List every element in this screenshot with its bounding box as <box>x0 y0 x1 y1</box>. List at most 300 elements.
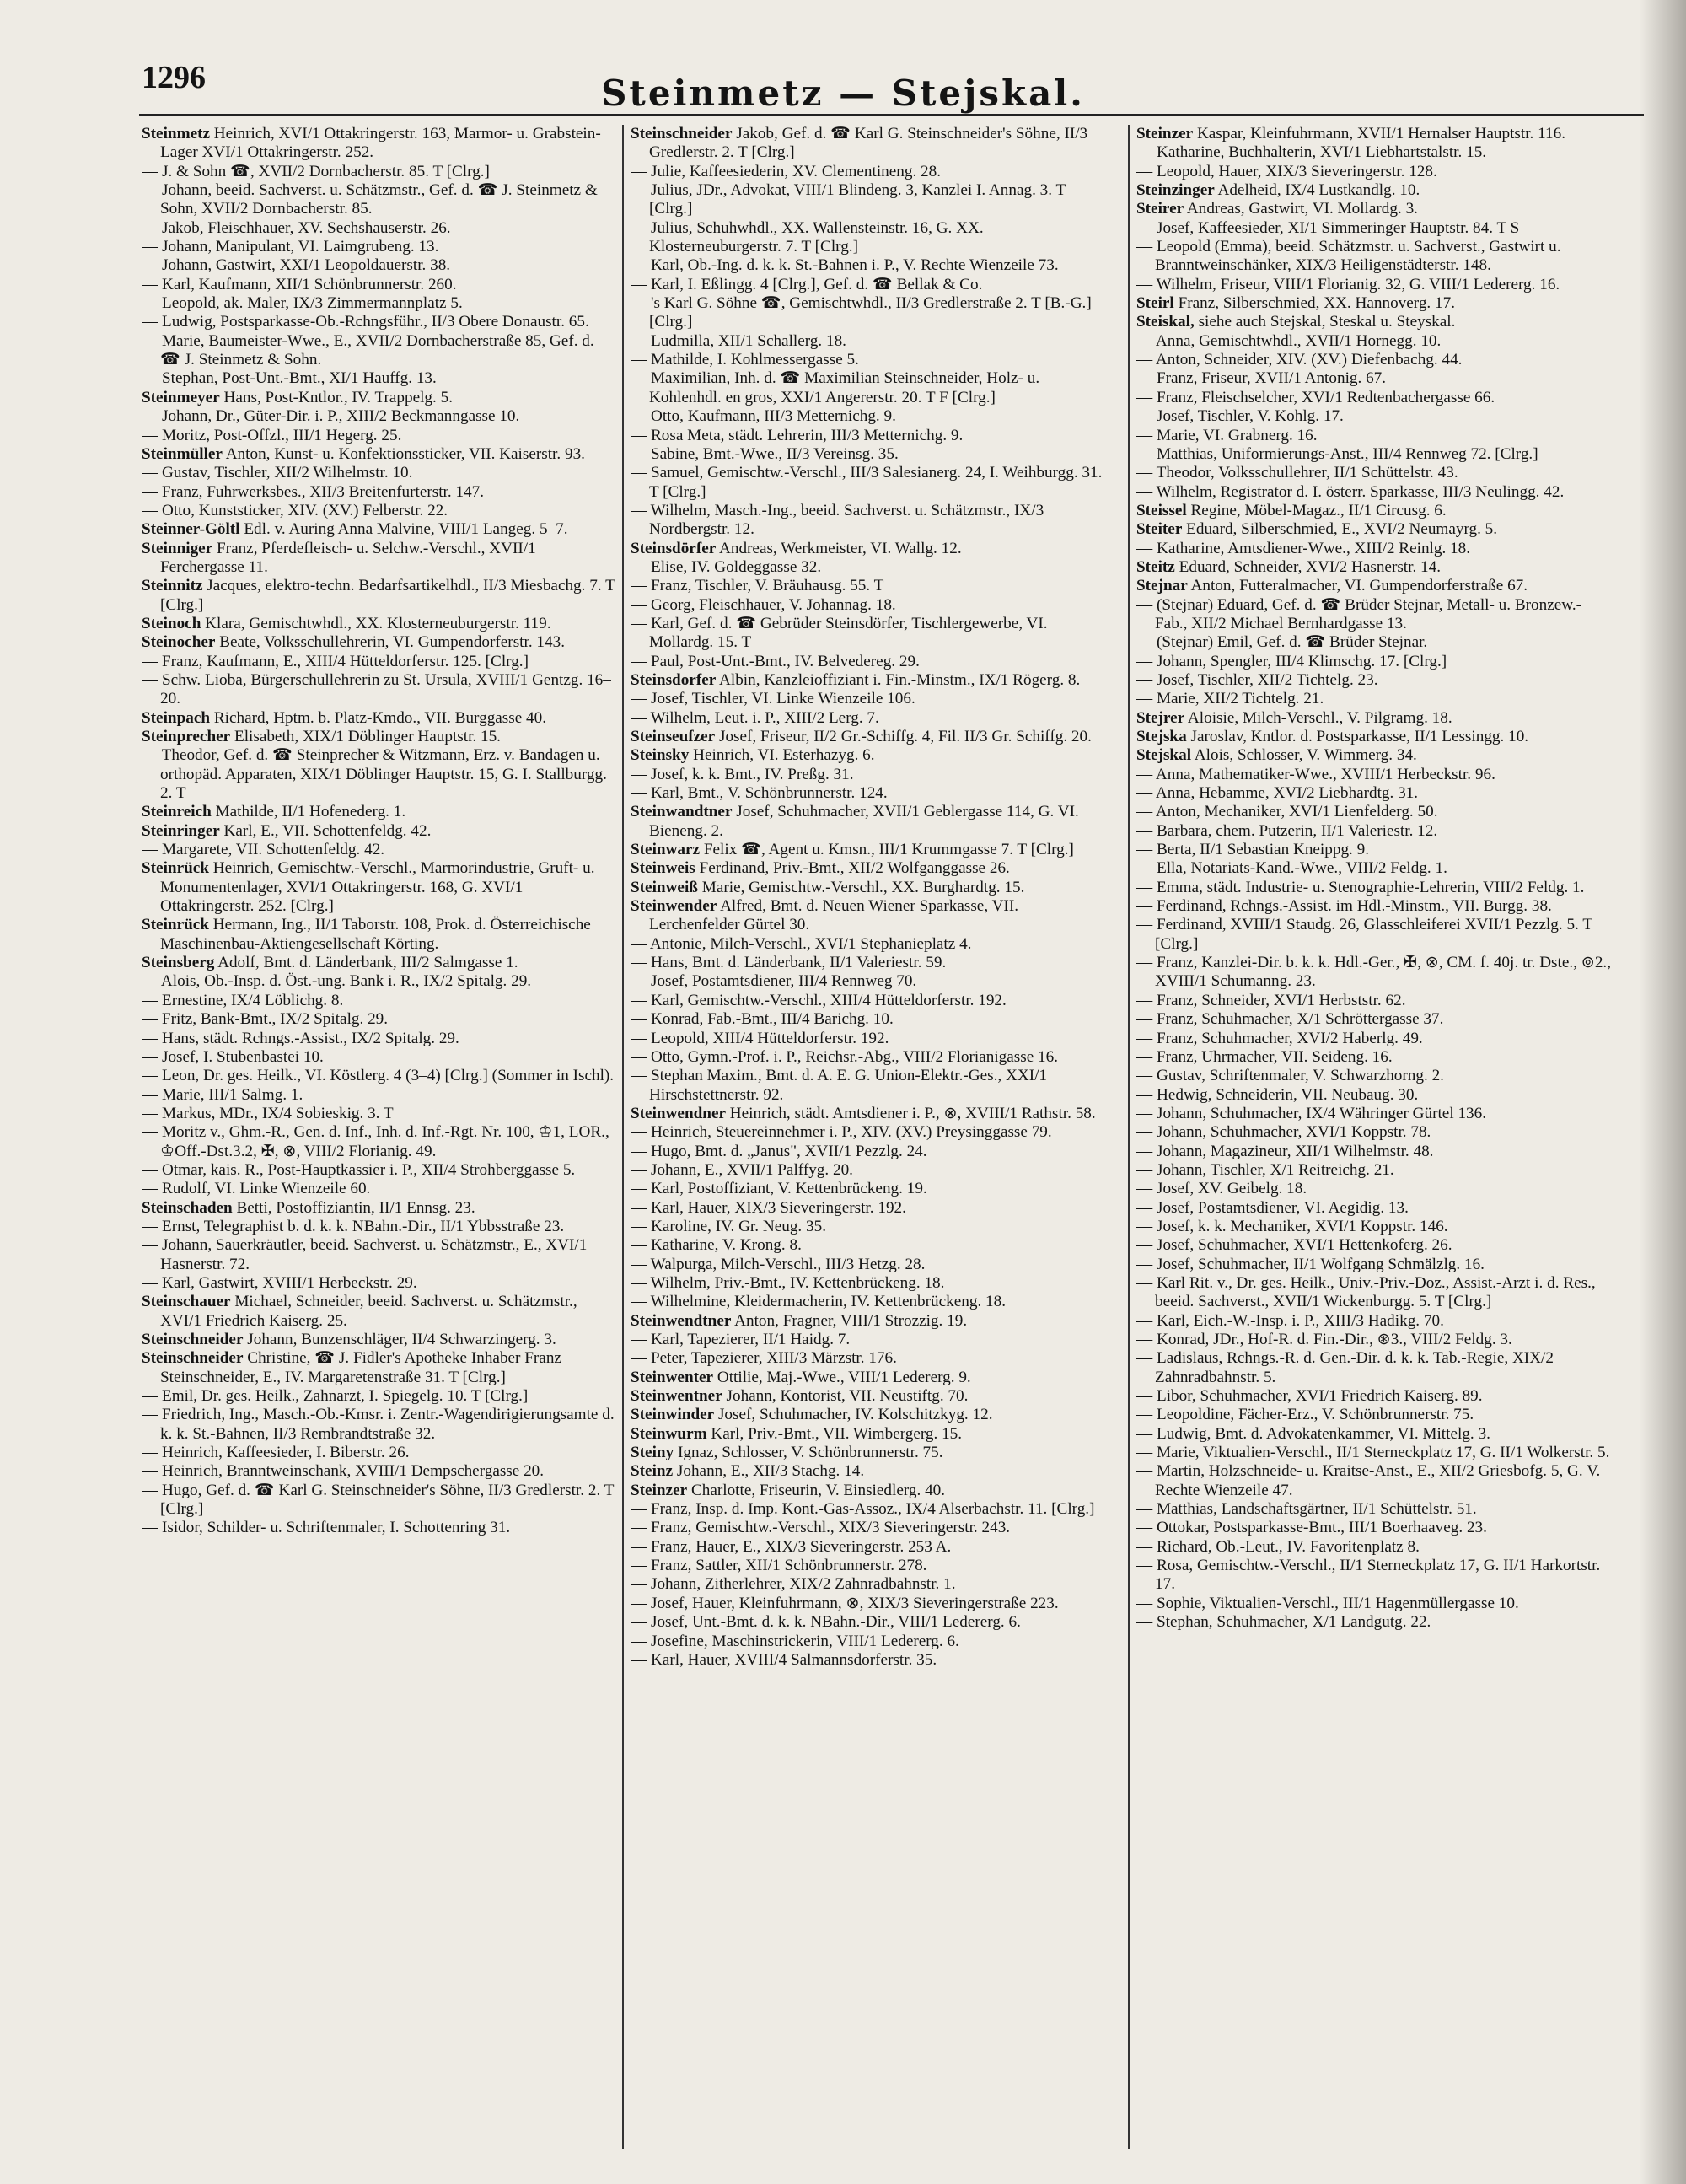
directory-entry <box>631 897 1107 935</box>
entry-text: — Ferdinand, XVIII/1 Staudg. 26, Glasschleiferei XVII/1 Pezzlg. 5. T [Clrg.] <box>1136 916 1592 953</box>
directory-entry <box>1136 577 1613 595</box>
directory-entry <box>1136 954 1613 992</box>
entry-text: — Martin, Holzschneide- u. Kraitse-Anst., E., XII/2 Griesbofg. 5, G. V. Rechte Wienzeile 47. <box>1136 1462 1601 1499</box>
directory-entry <box>631 709 1107 728</box>
directory-entry <box>631 407 1107 426</box>
entry-text: — Franz, Fuhrwerksbes., XII/3 Breitenfurterstr. 147. <box>142 482 485 501</box>
directory-entry <box>1136 1105 1613 1123</box>
entry-text: — Josef, Tischler, V. Kohlg. 17. <box>1136 407 1344 426</box>
directory-entry <box>1136 1048 1613 1067</box>
entry-text: — Wilhelm, Friseur, VIII/1 Florianig. 32, G. VIII/1 Ledererg. 16. <box>1136 275 1560 293</box>
directory-entry <box>631 1462 1107 1481</box>
directory-entry <box>142 1236 618 1274</box>
entry-text: — Moritz, Post-Offzl., III/1 Hegerg. 25. <box>142 426 402 444</box>
directory-entry <box>631 540 1107 558</box>
entry-surname: Steinzer <box>631 1481 688 1499</box>
directory-entry <box>1136 653 1613 671</box>
entry-text: — Johann, Manipulant, VI. Laimgrubeng. 13. <box>142 238 439 256</box>
directory-entry <box>1136 540 1613 558</box>
directory-entry <box>1136 1500 1613 1519</box>
directory-entry <box>631 219 1107 257</box>
entry-text: — Heinrich, Kaffeesieder, I. Biberstr. 26. <box>142 1444 410 1462</box>
directory-entry <box>142 916 618 954</box>
entry-text: — Anton, Schneider, XIV. (XV.) Diefenbachg. 44. <box>1136 351 1463 369</box>
entry-text: — Katharine, Amtsdiener-Wwe., XIII/2 Reinlg. 18. <box>1136 539 1471 557</box>
entry-text: — Stephan Maxim., Bmt. d. A. E. G. Union-Elektr.-Ges., XXI/1 Hirschstettnerstr. 92. <box>631 1067 1048 1104</box>
directory-entry <box>1136 558 1613 577</box>
entry-text: — Walpurga, Milch-Verschl., III/3 Hetzg. 28. <box>631 1255 926 1273</box>
entry-text: — Franz, Gemischtw.-Verschl., XIX/3 Sieveringerstr. 243. <box>631 1519 1011 1537</box>
directory-entry <box>1136 1425 1613 1444</box>
entry-text: — Josef, Postamtsdiener, VI. Aegidig. 13. <box>1136 1198 1409 1217</box>
entry-text: — Leopold (Emma), beeid. Schätzmstr. u. Sachverst., Gastwirt u. Branntweinschänker, XIX/3 Heiligenstädterstr. 148. <box>1136 238 1561 275</box>
entry-text: — Leopold, XIII/4 Hütteldorferstr. 192. <box>631 1029 889 1047</box>
entry-text: Ferdinand, Priv.-Bmt., XII/2 Wolfganggasse 26. <box>699 859 1010 878</box>
entry-text: — Franz, Schuhmacher, XVI/2 Haberlg. 49. <box>1136 1029 1423 1047</box>
directory-entry <box>631 1406 1107 1424</box>
entry-surname: Steinwandtner <box>631 803 733 821</box>
directory-entry <box>142 238 618 256</box>
directory-entry <box>1136 1161 1613 1180</box>
entry-text: — Wilhelm, Registrator d. I. österr. Sparkasse, III/3 Neulingg. 42. <box>1136 482 1565 501</box>
entry-text: — Franz, Schuhmacher, X/1 Schröttergasse 37. <box>1136 1010 1444 1029</box>
entry-text: — Franz, Hauer, E., XIX/3 Sieveringerstr. 253 A. <box>631 1537 952 1556</box>
entry-text: — Josef, k. k. Bmt., IV. Preßg. 31. <box>631 765 854 783</box>
directory-entry <box>631 690 1107 708</box>
directory-entry <box>142 1293 618 1331</box>
directory-entry <box>1136 766 1613 784</box>
directory-entry <box>142 728 618 746</box>
entry-text: Ottilie, Maj.-Wwe., VIII/1 Ledererg. 9. <box>717 1368 971 1386</box>
entry-text: — Franz, Insp. d. Imp. Kont.-Gas-Assoz., IX/4 Alserbachstr. 11. [Clrg.] <box>631 1500 1095 1519</box>
entry-text: — Julius, JDr., Advokat, VIII/1 Blindeng. 3, Kanzlei I. Annag. 3. T [Clrg.] <box>631 181 1066 218</box>
entry-text: — Wilhelmine, Kleidermacherin, IV. Kettenbrückeng. 18. <box>631 1293 1007 1311</box>
entry-text: — Franz, Kaufmann, E., XIII/4 Hütteldorferstr. 125. [Clrg.] <box>142 652 529 670</box>
directory-entry <box>1136 1406 1613 1424</box>
directory-entry <box>631 1387 1107 1406</box>
entry-text: — Sophie, Viktualien-Verschl., III/1 Hagenmüllergasse 10. <box>1136 1594 1519 1612</box>
directory-entry <box>631 992 1107 1010</box>
entry-text: — Franz, Kanzlei-Dir. b. k. k. Hdl.-Ger., ✠, ⊗, CM. f. 40j. tr. Dste., ⊚2., XVIII/1 Schumanng. 23. <box>1136 954 1612 991</box>
entry-text: — Josefine, Maschinstrickerin, VIII/1 Ledererg. 6. <box>631 1632 959 1650</box>
entry-text: — Hugo, Bmt. d. „Janus", XVII/1 Pezzlg. 24. <box>631 1142 927 1160</box>
entry-text: — Heinrich, Steuereinnehmer i. P., XIV. (XV.) Preysinggasse 79. <box>631 1123 1052 1142</box>
directory-entry <box>1136 992 1613 1010</box>
entry-text: — Leon, Dr. ges. Heilk., VI. Köstlerg. 4 (3–4) [Clrg.] (Sommer in Ischl). <box>142 1067 615 1085</box>
entry-surname: Steinseufzer <box>631 728 716 745</box>
entry-text: Heinrich, städt. Amtsdiener i. P., ⊗, XVIII/1 Rathstr. 58. <box>729 1104 1096 1122</box>
directory-entry <box>1136 332 1613 351</box>
directory-entry <box>631 256 1107 275</box>
entry-text: — Josef, Tischler, VI. Linke Wienzeile 106. <box>631 690 915 708</box>
entry-surname: Steirl <box>1136 294 1174 313</box>
entry-text: — Otto, Gymn.-Prof. i. P., Reichsr.-Abg., VIII/2 Florianigasse 16. <box>631 1047 1059 1066</box>
entry-text: — Ferdinand, Rchngs.-Assist. im Hdl.-Minstm., VII. Burgg. 38. <box>1136 897 1552 916</box>
entry-text: — Sabine, Bmt.-Wwe., II/3 Vereinsg. 35. <box>631 444 899 463</box>
directory-entry <box>1136 1349 1613 1387</box>
entry-surname: Steiny <box>631 1444 674 1462</box>
directory-entry <box>142 1406 618 1444</box>
directory-entry <box>631 427 1107 445</box>
entry-text: — Heinrich, Branntweinschank, XVIII/1 Dempschergasse 20. <box>142 1462 545 1481</box>
directory-entry <box>142 369 618 388</box>
directory-entry <box>631 1067 1107 1105</box>
entry-text: — Franz, Friseur, XVII/1 Antonig. 67. <box>1136 369 1387 388</box>
directory-entry <box>1136 1519 1613 1537</box>
entry-text: — Franz, Tischler, V. Bräuhausg. 55. T <box>631 577 884 595</box>
directory-entry <box>142 181 618 219</box>
entry-surname: Steinwentner <box>631 1387 722 1406</box>
entry-text: Eduard, Schneider, XVI/2 Hasnerstr. 14. <box>1179 557 1442 576</box>
entry-text: Anton, Fragner, VIII/1 Strozzig. 19. <box>734 1311 968 1330</box>
entry-text: — Margarete, VII. Schottenfeldg. 42. <box>142 841 385 859</box>
entry-text: Johann, Kontorist, VII. Neustiftg. 70. <box>726 1387 969 1406</box>
entry-text: Mathilde, II/1 Hofenederg. 1. <box>215 803 406 821</box>
directory-entry <box>631 653 1107 671</box>
column-divider <box>622 125 624 2149</box>
entry-surname: Steinner-Göltl <box>142 520 240 539</box>
directory-entry <box>1136 1143 1613 1161</box>
entry-surname: Stejnar <box>1136 577 1188 595</box>
entry-text: — Josef, Hauer, Kleinfuhrmann, ⊗, XIX/3 Sieveringerstraße 223. <box>631 1594 1059 1612</box>
entry-text: — Maximilian, Inh. d. ☎ Maximilian Steinschneider, Holz- u. Kohlenhdl. en gros, XXI/1 Angererstr. 20. T F [Clrg.] <box>631 369 1040 406</box>
entry-text: — Emma, städt. Industrie- u. Stenographie-Lehrerin, VIII/2 Feldg. 1. <box>1136 878 1585 896</box>
directory-entry <box>631 1538 1107 1557</box>
entry-text: Kaspar, Kleinfuhrmann, XVII/1 Hernalser Hauptstr. 116. <box>1196 125 1565 143</box>
entry-text: Jaroslav, Kntlor. d. Postsparkasse, II/1 Lessingg. 10. <box>1190 728 1529 745</box>
directory-entry <box>1136 464 1613 482</box>
entry-text: — Josef, Tischler, XII/2 Tichtelg. 23. <box>1136 670 1378 689</box>
entry-text: Regine, Möbel-Magaz., II/1 Circusg. 6. <box>1190 501 1447 519</box>
directory-entry <box>142 992 618 1010</box>
entry-text: — Karl, Ob.-Ing. d. k. k. St.-Bahnen i. P., V. Rechte Wienzeile 73. <box>631 256 1059 275</box>
directory-entry <box>1136 389 1613 407</box>
entry-text: — Johann, E., XVII/1 Palffyg. 20. <box>631 1160 853 1179</box>
entry-surname: Steirer <box>1136 200 1184 218</box>
directory-entry <box>631 671 1107 690</box>
directory-entry <box>142 540 618 578</box>
directory-entry <box>631 294 1107 332</box>
entry-text: Josef, Schuhmacher, IV. Kolschitzkyg. 12. <box>717 1406 993 1424</box>
entry-text: — Peter, Tapezierer, XIII/3 Märzstr. 176. <box>631 1349 897 1368</box>
directory-entry <box>142 389 618 407</box>
entry-text: — Karl, Tapezierer, II/1 Haidg. 7. <box>631 1331 851 1348</box>
entry-text: — Anna, Gemischtwhdl., XVII/1 Hornegg. 10. <box>1136 331 1442 350</box>
directory-entry <box>1136 1256 1613 1274</box>
entry-text: — Josef, Schuhmacher, II/1 Wolfgang Schmälzlg. 16. <box>1136 1255 1485 1273</box>
entry-text: Marie, Gemischtw.-Verschl., XX. Burghardtg. 15. <box>701 878 1025 896</box>
entry-surname: Steiskal, <box>1136 313 1195 331</box>
entry-text: Heinrich, VI. Esterhazyg. 6. <box>693 746 875 765</box>
directory-entry <box>1136 219 1613 238</box>
entry-text: — Josef, XV. Geibelg. 18. <box>1136 1180 1307 1198</box>
entry-text: — Karl, Gemischtw.-Verschl., XIII/4 Hütteldorferstr. 192. <box>631 991 1007 1009</box>
entry-text: — Ladislaus, Rchngs.-R. d. Gen.-Dir. d. k. k. Tab.-Regie, XIX/2 Zahnradbahnstr. 5. <box>1136 1349 1554 1386</box>
directory-entry <box>1136 690 1613 708</box>
entry-surname: Steinz <box>631 1462 674 1481</box>
entry-text: — Julie, Kaffeesiederin, XV. Clementineng. 28. <box>631 162 942 180</box>
entry-text: — Hedwig, Schneiderin, VII. Neubaug. 30. <box>1136 1085 1419 1104</box>
directory-entry <box>1136 1595 1613 1613</box>
column-3 <box>1136 125 1613 2157</box>
directory-entry <box>1136 427 1613 445</box>
entry-text: — Franz, Fleischselcher, XVI/1 Redtenbachergasse 66. <box>1136 388 1495 406</box>
directory-entry <box>142 1444 618 1462</box>
entry-text: — Paul, Post-Unt.-Bmt., IV. Belvedereg. 29. <box>631 652 920 670</box>
directory-entry <box>142 1086 618 1105</box>
entry-text: Charlotte, Friseurin, V. Einsiedlerg. 40. <box>690 1481 946 1499</box>
entry-text: — Leopold, ak. Maler, IX/3 Zimmermannplatz 5. <box>142 294 463 313</box>
entry-text: Jakob, Gef. d. ☎ Karl G. Steinschneider's Söhne, II/3 Gredlerstr. 2. T [Clrg.] <box>649 125 1088 162</box>
entry-text: Josef, Schuhmacher, XVII/1 Geblergasse 114, G. VI. Bieneng. 2. <box>649 803 1079 840</box>
entry-text: — Ella, Notariats-Kand.-Wwe., VIII/2 Feldg. 1. <box>1136 859 1447 878</box>
directory-entry <box>1136 1180 1613 1198</box>
directory-entry <box>631 803 1107 841</box>
directory-entry <box>631 369 1107 407</box>
directory-entry <box>142 313 618 331</box>
directory-entry <box>631 351 1107 369</box>
entry-text: Edl. v. Auring Anna Malvine, VIII/1 Langeg. 5–7. <box>244 520 568 539</box>
directory-entry <box>142 653 618 671</box>
directory-entry <box>1136 879 1613 897</box>
entry-text: — Karl, I. Eßlingg. 4 [Clrg.], Gef. d. ☎ Bellak & Co. <box>631 275 983 293</box>
directory-entry <box>142 445 618 464</box>
directory-entry <box>631 1500 1107 1519</box>
entry-text: — Johann, Tischler, X/1 Reitreichg. 21. <box>1136 1160 1394 1179</box>
directory-entry <box>631 1482 1107 1500</box>
directory-entry <box>631 1105 1107 1123</box>
entry-surname: Steinwendner <box>631 1104 726 1122</box>
entry-text: — Isidor, Schilder- u. Schriftenmaler, I. Schottenring 31. <box>142 1519 511 1537</box>
directory-entry <box>142 1048 618 1067</box>
entry-text: — Fritz, Bank-Bmt., IX/2 Spitalg. 29. <box>142 1010 389 1029</box>
directory-entry <box>142 163 618 181</box>
directory-entry <box>142 407 618 426</box>
directory-entry <box>142 709 618 728</box>
directory-entry <box>631 181 1107 219</box>
directory-entry <box>1136 351 1613 369</box>
entry-surname: Steinschneider <box>142 1349 244 1368</box>
entry-text: — Anna, Hebamme, XVI/2 Liebhardtg. 31. <box>1136 784 1419 803</box>
entry-text: — Rosa, Gemischtw.-Verschl., II/1 Sterneckplatz 17, G. II/1 Harkortstr. 17. <box>1136 1557 1601 1594</box>
directory-entry <box>1136 483 1613 502</box>
entry-text: Richard, Hptm. b. Platz-Kmdo., VII. Burggasse 40. <box>213 708 547 727</box>
entry-text: — J. & Sohn ☎, XVII/2 Dornbacherstr. 85. T [Clrg.] <box>142 162 490 180</box>
directory-entry <box>631 577 1107 595</box>
entry-text: — Johann, Magazineur, XII/1 Wilhelmstr. 48. <box>1136 1142 1434 1160</box>
entry-text: — Ludwig, Postsparkasse-Ob.-Rchngsführ., II/3 Obere Donaustr. 65. <box>142 313 589 331</box>
entry-text: — Barbara, chem. Putzerin, II/1 Valeriestr. 12. <box>1136 821 1438 840</box>
directory-entry <box>142 1218 618 1236</box>
entry-surname: Steinnitz <box>142 577 203 595</box>
entry-text: Jacques, elektro-techn. Bedarfsartikelhdl., II/3 Miesbachg. 7. T [Clrg.] <box>160 577 615 614</box>
directory-entry <box>631 954 1107 972</box>
directory-entry <box>1136 1462 1613 1500</box>
directory-entry <box>142 464 618 482</box>
entry-text: — Samuel, Gemischtw.-Verschl., III/3 Salesianerg. 24, I. Weihburgg. 31. T [Clrg.] <box>631 464 1103 501</box>
entry-text: — Wilhelm, Leut. i. P., XIII/2 Lerg. 7. <box>631 708 879 727</box>
directory-entry <box>631 1123 1107 1142</box>
entry-surname: Stejska <box>1136 728 1187 745</box>
column-2 <box>631 125 1107 2157</box>
entry-text: — Julius, Schuhwhdl., XX. Wallensteinstr. 16, G. XX. Klosterneuburgerstr. 7. T [Clrg.] <box>631 218 984 256</box>
entry-text: — Emil, Dr. ges. Heilk., Zahnarzt, I. Spiegelg. 10. T [Clrg.] <box>142 1387 529 1406</box>
directory-entry <box>631 445 1107 464</box>
entry-text: Albin, Kanzleioffiziant i. Fin.-Minstm., IX/1 Rögerg. 8. <box>719 670 1081 689</box>
entry-text: Felix ☎, Agent u. Kmsn., III/1 Krummgasse 7. T [Clrg.] <box>703 841 1074 859</box>
entry-text: — Otto, Kunststicker, XIV. (XV.) Felberstr. 22. <box>142 501 448 519</box>
directory-entry <box>631 1595 1107 1613</box>
entry-text: — Karl, Postoffiziant, V. Kettenbrückeng. 19. <box>631 1180 927 1198</box>
entry-text: Andreas, Werkmeister, VI. Wallg. 12. <box>719 539 962 557</box>
entry-text: Klara, Gemischtwhdl., XX. Klosterneuburgerstr. 119. <box>205 614 551 632</box>
page-number: 1296 <box>142 60 206 95</box>
directory-entry <box>631 1030 1107 1048</box>
entry-surname: Steinweis <box>631 859 695 878</box>
directory-entry <box>631 1161 1107 1180</box>
entry-text: — 's Karl G. Söhne ☎, Gemischtwhdl., II/3 Gredlerstraße 2. T [B.-G.] [Clrg.] <box>631 294 1092 331</box>
directory-entry <box>631 1010 1107 1029</box>
entry-text: — Marie, XII/2 Tichtelg. 21. <box>1136 690 1324 708</box>
directory-entry <box>631 1293 1107 1311</box>
entry-surname: Steinprecher <box>142 728 231 745</box>
directory-entry <box>1136 1444 1613 1462</box>
directory-entry <box>1136 1387 1613 1406</box>
entry-text: — Antonie, Milch-Verschl., XVI/1 Stephanieplatz 4. <box>631 934 972 953</box>
entry-text: — Otto, Kaufmann, III/3 Metternichg. 9. <box>631 407 896 426</box>
entry-text: Heinrich, XVI/1 Ottakringerstr. 163, Marmor- u. Grabstein-Lager XVI/1 Ottakringerstr. 252. <box>160 125 601 162</box>
directory-entry <box>1136 1199 1613 1218</box>
directory-entry <box>1136 859 1613 878</box>
entry-surname: Steissel <box>1136 501 1187 519</box>
entry-surname: Steinoch <box>142 614 201 632</box>
directory-entry <box>631 1519 1107 1537</box>
entry-text: — Katharine, Buchhalterin, XVI/1 Liebhartstalstr. 15. <box>1136 143 1487 162</box>
entry-text: Anton, Kunst- u. Konfektionssticker, VII. Kaiserstr. 93. <box>225 444 585 463</box>
entry-text: Heinrich, Gemischtw.-Verschl., Marmorindustrie, Gruft- u. Monumentenlager, XVI/1 Ottakringerstr. 168, G. XVI/1 Ottakringerstr. 252. [Clrg.] <box>160 859 595 916</box>
directory-entry <box>631 1312 1107 1331</box>
directory-entry <box>1136 822 1613 841</box>
entry-surname: Steinschneider <box>631 125 733 143</box>
directory-entry <box>1136 1331 1613 1349</box>
directory-entry <box>142 1331 618 1349</box>
directory-entry <box>142 294 618 313</box>
directory-entry <box>1136 784 1613 803</box>
entry-surname: Steinringer <box>142 821 220 840</box>
directory-entry <box>1136 1010 1613 1029</box>
entry-surname: Steinreich <box>142 803 212 821</box>
directory-entry <box>142 577 618 615</box>
directory-entry <box>142 256 618 275</box>
directory-entry <box>631 276 1107 294</box>
entry-surname: Steinniger <box>142 539 213 557</box>
entry-text: — Jakob, Fleischhauer, XV. Sechshauserstr. 26. <box>142 218 451 237</box>
entry-text: Adelheid, IX/4 Lustkandlg. 10. <box>1217 181 1420 200</box>
directory-entry <box>142 276 618 294</box>
directory-entry <box>142 746 618 803</box>
entry-text: — Johann, beeid. Sachverst. u. Schätzmstr., Gef. d. ☎ J. Steinmetz & Sohn, XVII/2 Dornbacherstr. 85. <box>142 181 598 218</box>
directory-entry <box>1136 728 1613 746</box>
directory-entry <box>631 615 1107 653</box>
entry-text: Beate, Volksschullehrerin, VI. Gumpendorferstr. 143. <box>219 633 565 652</box>
entry-text: — Ludmilla, XII/1 Schallerg. 18. <box>631 331 846 350</box>
directory-entry <box>1136 1123 1613 1142</box>
entry-text: — Katharine, V. Krong. 8. <box>631 1236 802 1255</box>
directory-entry <box>142 671 618 709</box>
entry-text: — Stephan, Post-Unt.-Bmt., XI/1 Hauffg. 13. <box>142 369 437 388</box>
directory-entry <box>142 841 618 859</box>
directory-entry <box>142 125 618 163</box>
entry-text: — Richard, Ob.-Leut., IV. Favoritenplatz 8. <box>1136 1537 1420 1556</box>
entry-text: — Elise, IV. Goldeggasse 32. <box>631 557 822 576</box>
entry-text: Karl, E., VII. Schottenfeldg. 42. <box>223 821 432 840</box>
entry-text: — Hugo, Gef. d. ☎ Karl G. Steinschneider's Söhne, II/3 Gredlerstr. 2. T [Clrg.] <box>142 1481 615 1519</box>
entry-text: — Karl Rit. v., Dr. ges. Heilk., Univ.-Priv.-Doz., Assist.-Arzt i. d. Res., beeid. Sachverst., XVII/1 Wickenburgg. 5. T [Clrg.] <box>1136 1273 1596 1311</box>
directory-entry <box>1136 407 1613 426</box>
entry-text: — Wilhelm, Masch.-Ing., beeid. Sachverst. u. Schätzmstr., IX/3 Nordbergstr. 12. <box>631 501 1044 539</box>
directory-entry <box>1136 633 1613 652</box>
entry-surname: Steinrück <box>142 916 209 934</box>
entry-text: — Karl, Gef. d. ☎ Gebrüder Steinsdörfer, Tischlergewerbe, VI. Mollardg. 15. T <box>631 614 1048 652</box>
directory-entry <box>142 1105 618 1123</box>
entry-text: Christine, ☎ J. Fidler's Apotheke Inhaber Franz Steinschneider, E., IV. Margaretenstraße 31. T [Clrg.] <box>160 1349 561 1386</box>
entry-text: Anton, Futteralmacher, VI. Gumpendorferstraße 67. <box>1190 577 1528 595</box>
entry-text: — Leopold, Hauer, XIX/3 Sieveringerstr. 128. <box>1136 162 1437 180</box>
entry-surname: Steinwendtner <box>631 1311 732 1330</box>
entry-surname: Steinocher <box>142 633 216 652</box>
entry-surname: Steinschneider <box>142 1331 244 1348</box>
directory-entry <box>1136 143 1613 162</box>
directory-entry <box>142 822 618 841</box>
directory-entry <box>1136 1067 1613 1085</box>
directory-entry <box>1136 671 1613 690</box>
entry-surname: Stejskal <box>1136 746 1192 765</box>
entry-text: Alfred, Bmt. d. Neuen Wiener Sparkasse, VII. Lerchenfelder Gürtel 30. <box>649 897 1019 934</box>
directory-entry <box>1136 746 1613 765</box>
entry-text: — Friedrich, Ing., Masch.-Ob.-Kmsr. i. Zentr.-Wagendirigierungsamte d. k. k. St.-Bahnen, II/3 Rembrandtstraße 32. <box>142 1406 615 1443</box>
directory-entry <box>142 1482 618 1520</box>
directory-entry <box>1136 163 1613 181</box>
entry-text: — Karl, Hauer, XIX/3 Sieveringerstr. 192. <box>631 1198 906 1217</box>
entry-text: — Mathilde, I. Kohlmessergasse 5. <box>631 351 859 369</box>
entry-text: — Josef, Unt.-Bmt. d. k. k. NBahn.-Dir., VIII/1 Ledererg. 6. <box>631 1613 1021 1632</box>
directory-entry <box>631 332 1107 351</box>
entry-text: siehe auch Stejskal, Steskal u. Steyskal. <box>1198 313 1456 331</box>
entry-text: — Matthias, Landschaftsgärtner, II/1 Schüttelstr. 51. <box>1136 1500 1477 1519</box>
directory-entry <box>631 163 1107 181</box>
entry-text: — Ottokar, Postsparkasse-Bmt., III/1 Boerhaaveg. 23. <box>1136 1519 1487 1537</box>
directory-entry <box>1136 1236 1613 1255</box>
directory-entry <box>1136 841 1613 859</box>
directory-entry <box>142 1349 618 1387</box>
entry-text: — Johann, Gastwirt, XXI/1 Leopoldauerstr. 38. <box>142 256 451 275</box>
entry-text: — Markus, MDr., IX/4 Sobieskig. 3. T <box>142 1104 394 1122</box>
entry-text: — Franz, Uhrmacher, VII. Seideng. 16. <box>1136 1047 1393 1066</box>
directory-entry <box>1136 1030 1613 1048</box>
entry-text: — Marie, VI. Grabnerg. 16. <box>1136 426 1318 444</box>
directory-entry <box>1136 709 1613 728</box>
directory-entry <box>142 859 618 916</box>
directory-entry <box>142 1387 618 1406</box>
directory-entry <box>631 746 1107 765</box>
entry-text: Johann, Bunzenschläger, II/4 Schwarzingerg. 3. <box>247 1331 556 1348</box>
entry-text: — Karl, Bmt., V. Schönbrunnerstr. 124. <box>631 784 888 803</box>
directory-entry <box>631 1633 1107 1651</box>
directory-entry <box>142 483 618 502</box>
entry-surname: Steinpach <box>142 708 211 727</box>
directory-entry <box>631 1349 1107 1368</box>
directory-entry <box>1136 1613 1613 1632</box>
